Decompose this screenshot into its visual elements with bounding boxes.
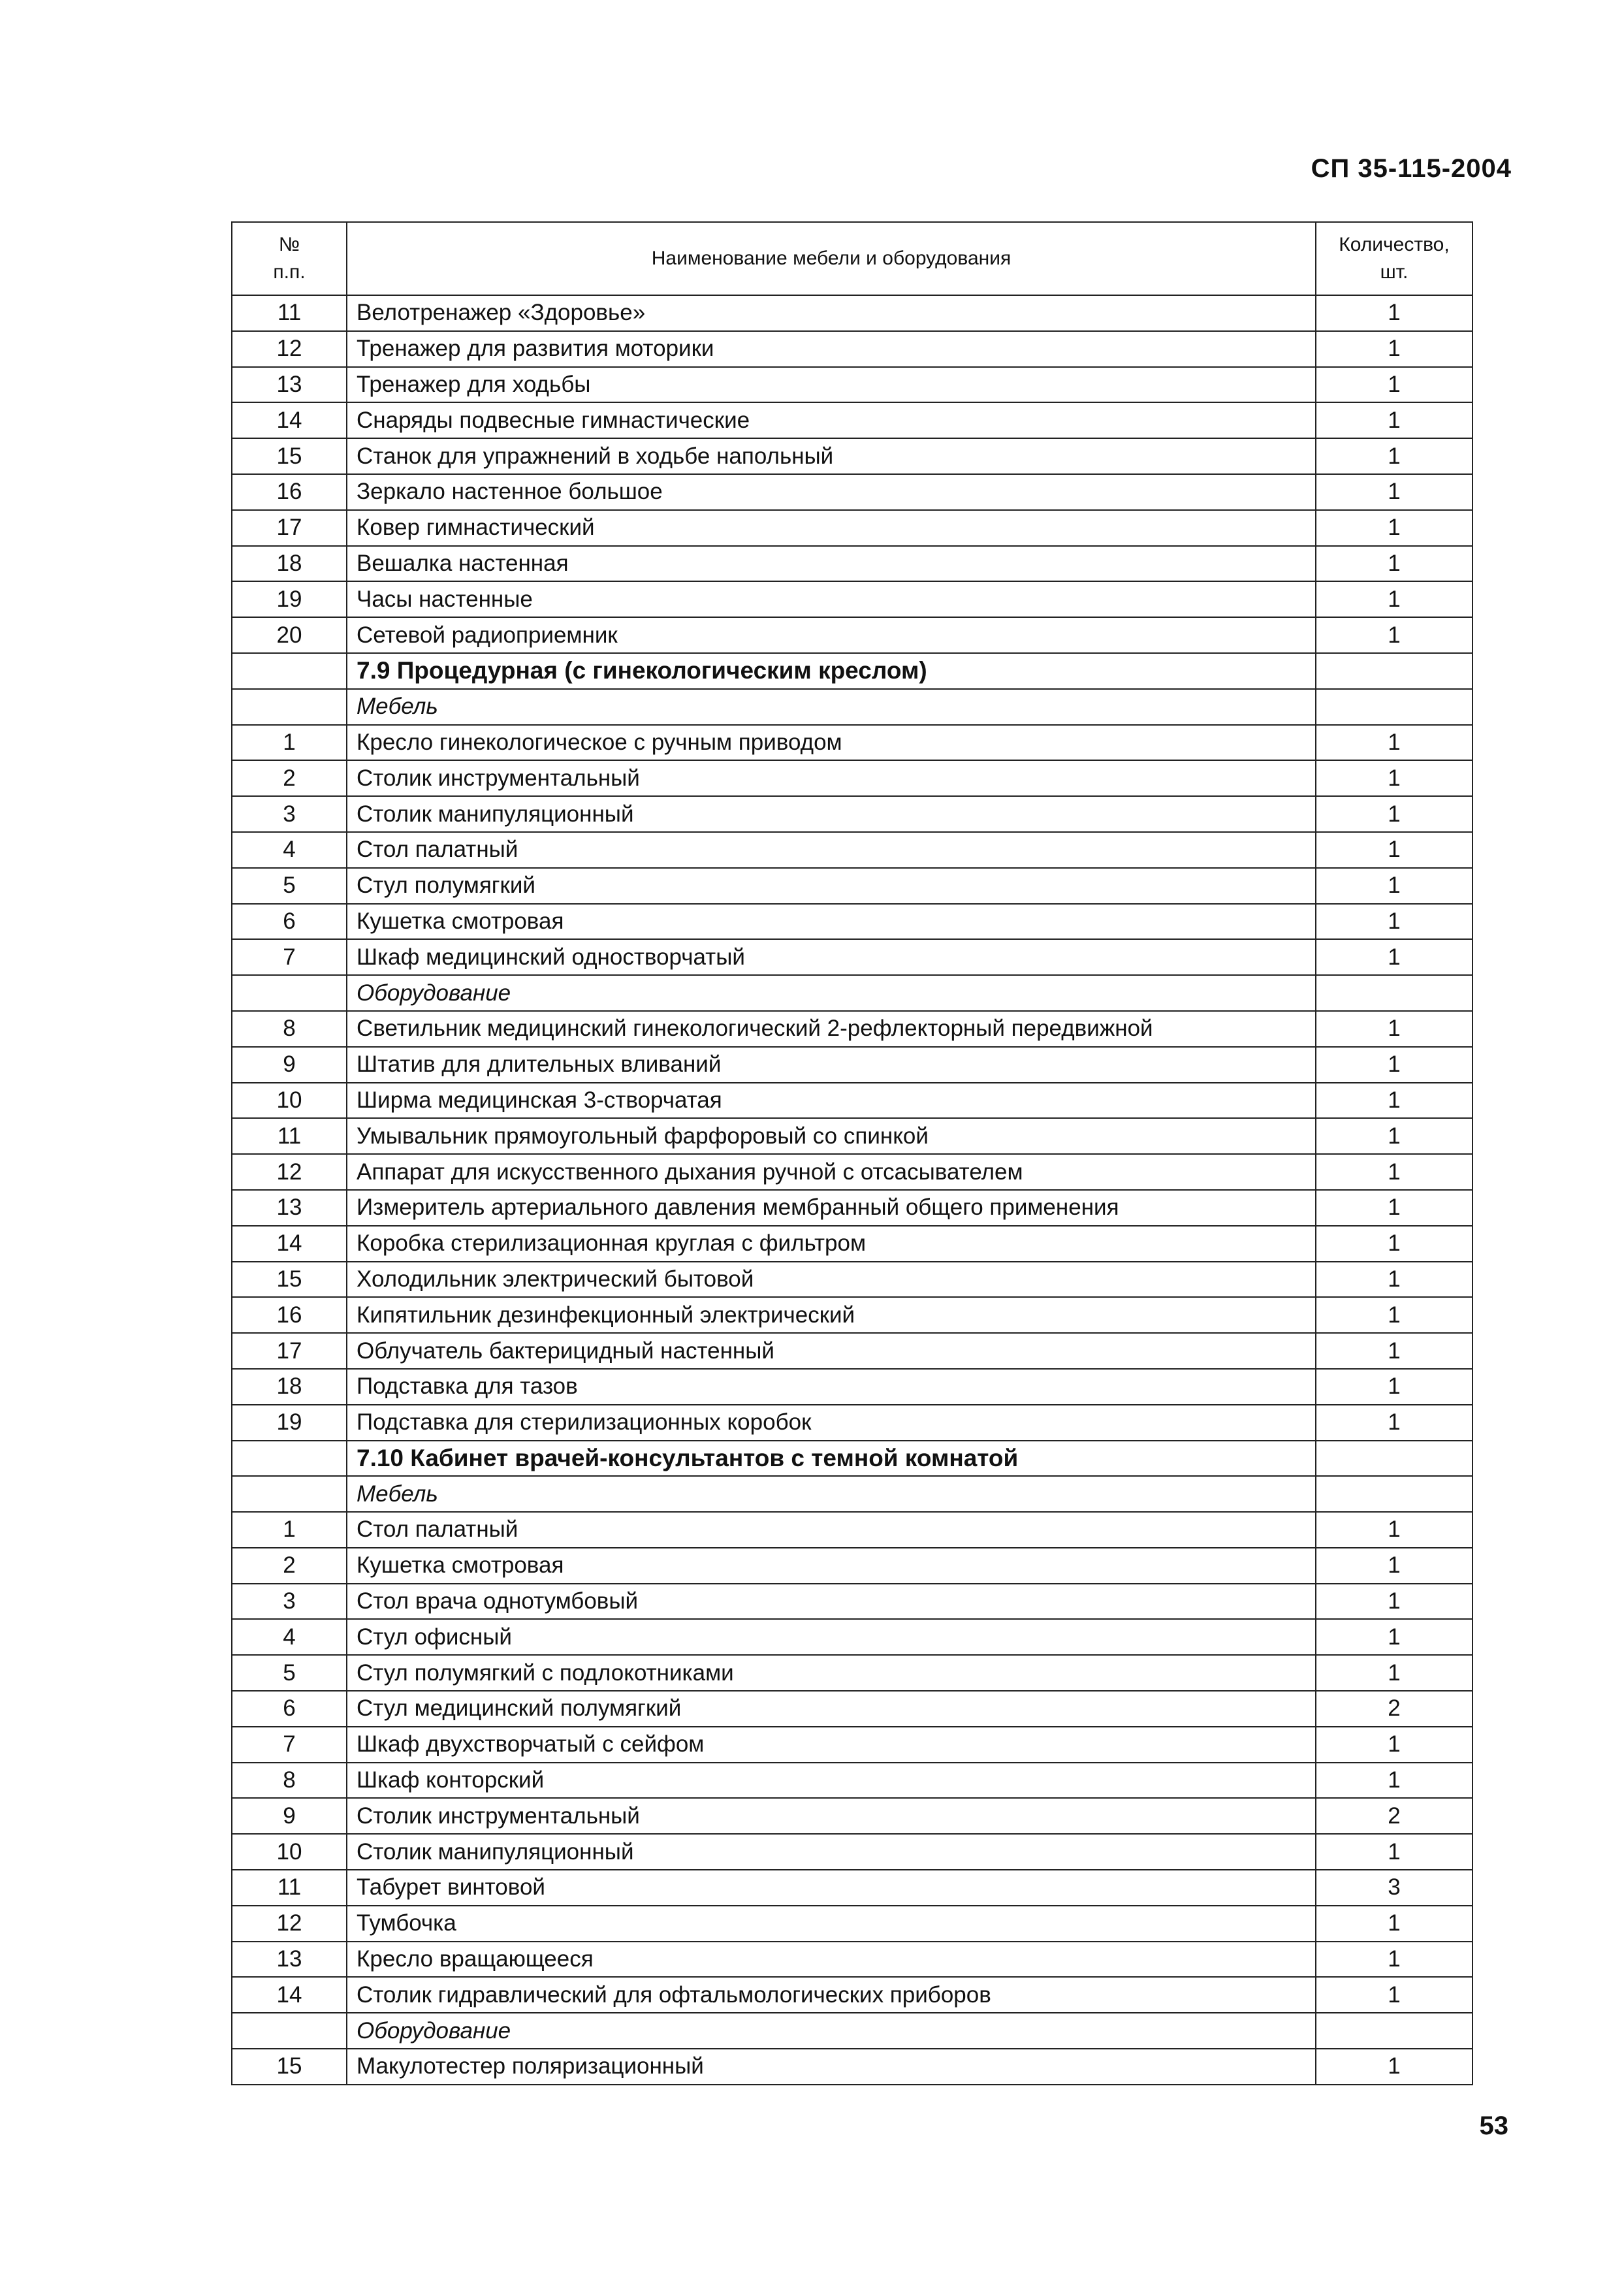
item-name: Тренажер для развития моторики <box>347 331 1316 367</box>
item-name: Станок для упражнений в ходьбе напольный <box>347 438 1316 474</box>
table-row <box>232 295 1473 331</box>
item-quantity: 1 <box>1316 832 1473 868</box>
table-row <box>232 832 1473 868</box>
row-number: 13 <box>232 367 347 403</box>
item-name: Часы настенные <box>347 581 1316 617</box>
item-quantity: 1 <box>1316 1369 1473 1405</box>
item-quantity: 1 <box>1316 1190 1473 1226</box>
item-quantity: 1 <box>1316 581 1473 617</box>
equipment-table <box>231 221 1473 2085</box>
item-name: Столик инструментальный <box>347 1798 1316 1834</box>
item-name: Тумбочка <box>347 1906 1316 1942</box>
table-row <box>232 1333 1473 1369</box>
item-quantity <box>1316 975 1473 1011</box>
item-quantity: 1 <box>1316 1405 1473 1441</box>
item-quantity: 1 <box>1316 474 1473 510</box>
row-number: 17 <box>232 1333 347 1369</box>
row-number: 20 <box>232 617 347 653</box>
item-quantity: 1 <box>1316 725 1473 761</box>
row-number <box>232 1441 347 1477</box>
section-heading-row <box>232 653 1473 689</box>
item-quantity <box>1316 653 1473 689</box>
item-name: Столик манипуляционный <box>347 796 1316 832</box>
table-row <box>232 1262 1473 1298</box>
row-number: 9 <box>232 1798 347 1834</box>
table-row <box>232 1798 1473 1834</box>
row-number: 10 <box>232 1083 347 1119</box>
item-name: Стол палатный <box>347 1512 1316 1548</box>
table-row <box>232 725 1473 761</box>
row-number: 7 <box>232 1727 347 1763</box>
table-row <box>232 1083 1473 1119</box>
item-quantity: 1 <box>1316 546 1473 582</box>
row-number: 8 <box>232 1011 347 1047</box>
row-number: 7 <box>232 939 347 975</box>
table-row <box>232 1834 1473 1870</box>
row-number: 11 <box>232 295 347 331</box>
row-number: 11 <box>232 1118 347 1154</box>
item-name: Шкаф конторский <box>347 1763 1316 1799</box>
item-quantity: 1 <box>1316 1262 1473 1298</box>
table-row <box>232 1011 1473 1047</box>
item-name: Стул офисный <box>347 1619 1316 1655</box>
table-header-row <box>232 222 1473 295</box>
item-quantity: 1 <box>1316 1727 1473 1763</box>
row-number: 12 <box>232 1154 347 1190</box>
item-quantity <box>1316 1476 1473 1512</box>
table-row <box>232 760 1473 796</box>
table-row <box>232 510 1473 546</box>
item-name: Стол палатный <box>347 832 1316 868</box>
item-quantity: 1 <box>1316 617 1473 653</box>
item-quantity: 1 <box>1316 1906 1473 1942</box>
row-number: 11 <box>232 1870 347 1906</box>
row-number: 15 <box>232 2049 347 2085</box>
table-row <box>232 1369 1473 1405</box>
table-row <box>232 1977 1473 2013</box>
item-quantity <box>1316 689 1473 725</box>
item-quantity: 1 <box>1316 2049 1473 2085</box>
row-number: 6 <box>232 1691 347 1727</box>
table-row <box>232 474 1473 510</box>
table-row <box>232 617 1473 653</box>
item-quantity: 1 <box>1316 510 1473 546</box>
item-name: Кушетка смотровая <box>347 1548 1316 1584</box>
item-name: Холодильник электрический бытовой <box>347 1262 1316 1298</box>
column-header-number-text: № п.п. <box>273 234 306 283</box>
item-quantity: 1 <box>1316 939 1473 975</box>
subsection-heading-row <box>232 975 1473 1011</box>
item-name: Табурет винтовой <box>347 1870 1316 1906</box>
row-number: 12 <box>232 1906 347 1942</box>
table-row <box>232 331 1473 367</box>
item-quantity: 1 <box>1316 331 1473 367</box>
row-number: 10 <box>232 1834 347 1870</box>
row-number: 1 <box>232 725 347 761</box>
document-code: СП 35-115-2004 <box>1311 154 1512 183</box>
item-name: Снаряды подвесные гимнастические <box>347 402 1316 438</box>
item-quantity: 1 <box>1316 760 1473 796</box>
subsection-title: Оборудование <box>347 2013 1316 2049</box>
item-name: Коробка стерилизационная круглая с фильтром <box>347 1226 1316 1262</box>
subsection-heading-row <box>232 2013 1473 2049</box>
item-name: Кипятильник дезинфекционный электрический <box>347 1297 1316 1333</box>
table-row <box>232 796 1473 832</box>
table-row <box>232 1584 1473 1620</box>
item-name: Велотренажер «Здоровье» <box>347 295 1316 331</box>
item-name: Зеркало настенное большое <box>347 474 1316 510</box>
item-name: Тренажер для ходьбы <box>347 367 1316 403</box>
item-quantity: 1 <box>1316 1226 1473 1262</box>
item-name: Ковер гимнастический <box>347 510 1316 546</box>
item-quantity <box>1316 2013 1473 2049</box>
row-number: 19 <box>232 1405 347 1441</box>
table-row <box>232 1047 1473 1083</box>
item-name: Сетевой радиоприемник <box>347 617 1316 653</box>
item-quantity: 1 <box>1316 1763 1473 1799</box>
item-quantity: 1 <box>1316 1512 1473 1548</box>
item-name: Подставка для стерилизационных коробок <box>347 1405 1316 1441</box>
row-number <box>232 653 347 689</box>
section-title: 7.10 Кабинет врачей-консультантов с темной комнатой <box>347 1441 1316 1477</box>
item-quantity: 1 <box>1316 402 1473 438</box>
item-quantity: 1 <box>1316 1942 1473 1978</box>
item-name: Стул медицинский полумягкий <box>347 1691 1316 1727</box>
item-quantity: 1 <box>1316 1584 1473 1620</box>
row-number: 5 <box>232 868 347 904</box>
table-row <box>232 1512 1473 1548</box>
row-number: 4 <box>232 1619 347 1655</box>
table-row <box>232 1727 1473 1763</box>
row-number: 8 <box>232 1763 347 1799</box>
item-name: Столик манипуляционный <box>347 1834 1316 1870</box>
item-quantity: 1 <box>1316 1977 1473 2013</box>
item-quantity: 1 <box>1316 1333 1473 1369</box>
column-header-quantity <box>1316 222 1473 295</box>
item-name: Вешалка настенная <box>347 546 1316 582</box>
table-row <box>232 2049 1473 2085</box>
row-number: 13 <box>232 1190 347 1226</box>
item-name: Шкаф двухстворчатый с сейфом <box>347 1727 1316 1763</box>
item-quantity: 1 <box>1316 1548 1473 1584</box>
row-number <box>232 689 347 725</box>
table-row <box>232 1906 1473 1942</box>
row-number <box>232 1476 347 1512</box>
item-quantity: 1 <box>1316 1619 1473 1655</box>
row-number: 16 <box>232 474 347 510</box>
row-number: 1 <box>232 1512 347 1548</box>
table-row <box>232 581 1473 617</box>
row-number: 2 <box>232 760 347 796</box>
subsection-title: Оборудование <box>347 975 1316 1011</box>
table-header <box>232 222 1473 295</box>
table-row <box>232 1297 1473 1333</box>
item-quantity: 1 <box>1316 1655 1473 1691</box>
table-row <box>232 402 1473 438</box>
row-number: 14 <box>232 402 347 438</box>
item-quantity: 2 <box>1316 1691 1473 1727</box>
item-name: Кресло гинекологическое с ручным приводом <box>347 725 1316 761</box>
row-number: 18 <box>232 1369 347 1405</box>
table-row <box>232 1548 1473 1584</box>
row-number: 14 <box>232 1977 347 2013</box>
row-number: 18 <box>232 546 347 582</box>
row-number: 5 <box>232 1655 347 1691</box>
section-title: 7.9 Процедурная (с гинекологическим креслом) <box>347 653 1316 689</box>
row-number: 12 <box>232 331 347 367</box>
item-quantity: 2 <box>1316 1798 1473 1834</box>
column-header-name: Наименование мебели и оборудования <box>347 222 1316 295</box>
subsection-title: Мебель <box>347 1476 1316 1512</box>
subsection-title: Мебель <box>347 689 1316 725</box>
subsection-heading-row <box>232 1476 1473 1512</box>
item-quantity: 1 <box>1316 1118 1473 1154</box>
item-name: Кресло вращающееся <box>347 1942 1316 1978</box>
table-row <box>232 1691 1473 1727</box>
table-row <box>232 1405 1473 1441</box>
row-number: 2 <box>232 1548 347 1584</box>
item-name: Макулотестер поляризационный <box>347 2049 1316 2085</box>
row-number: 16 <box>232 1297 347 1333</box>
table-row <box>232 1763 1473 1799</box>
item-name: Стол врача однотумбовый <box>347 1584 1316 1620</box>
row-number <box>232 975 347 1011</box>
item-quantity: 1 <box>1316 796 1473 832</box>
table-row <box>232 1870 1473 1906</box>
row-number: 15 <box>232 438 347 474</box>
row-number: 3 <box>232 796 347 832</box>
table-row <box>232 438 1473 474</box>
item-name: Измеритель артериального давления мембранный общего применения <box>347 1190 1316 1226</box>
table-row <box>232 1619 1473 1655</box>
subsection-heading-row <box>232 689 1473 725</box>
item-quantity: 3 <box>1316 1870 1473 1906</box>
item-name: Светильник медицинский гинекологический 2-рефлекторный передвижной <box>347 1011 1316 1047</box>
table-row <box>232 1942 1473 1978</box>
item-name: Кушетка смотровая <box>347 904 1316 940</box>
item-name: Стул полумягкий с подлокотниками <box>347 1655 1316 1691</box>
item-quantity: 1 <box>1316 1154 1473 1190</box>
item-name: Столик гидравлический для офтальмологических приборов <box>347 1977 1316 2013</box>
item-quantity: 1 <box>1316 904 1473 940</box>
page-number: 53 <box>1479 2111 1508 2140</box>
table-row <box>232 904 1473 940</box>
table-row <box>232 939 1473 975</box>
item-name: Подставка для тазов <box>347 1369 1316 1405</box>
column-header-number <box>232 222 347 295</box>
row-number: 6 <box>232 904 347 940</box>
table-row <box>232 1154 1473 1190</box>
table-row <box>232 546 1473 582</box>
item-quantity: 1 <box>1316 1083 1473 1119</box>
row-number <box>232 2013 347 2049</box>
item-quantity: 1 <box>1316 1047 1473 1083</box>
row-number: 3 <box>232 1584 347 1620</box>
row-number: 17 <box>232 510 347 546</box>
item-name: Стул полумягкий <box>347 868 1316 904</box>
item-name: Штатив для длительных вливаний <box>347 1047 1316 1083</box>
row-number: 4 <box>232 832 347 868</box>
item-name: Шкаф медицинский одностворчатый <box>347 939 1316 975</box>
item-quantity: 1 <box>1316 1011 1473 1047</box>
item-name: Облучатель бактерицидный настенный <box>347 1333 1316 1369</box>
item-quantity: 1 <box>1316 1297 1473 1333</box>
row-number: 14 <box>232 1226 347 1262</box>
table-body <box>232 295 1473 2085</box>
item-name: Умывальник прямоугольный фарфоровый со спинкой <box>347 1118 1316 1154</box>
table-row <box>232 1118 1473 1154</box>
row-number: 19 <box>232 581 347 617</box>
item-quantity: 1 <box>1316 438 1473 474</box>
item-name: Столик инструментальный <box>347 760 1316 796</box>
item-quantity: 1 <box>1316 367 1473 403</box>
item-name: Аппарат для искусственного дыхания ручной с отсасывателем <box>347 1154 1316 1190</box>
item-quantity <box>1316 1441 1473 1477</box>
row-number: 13 <box>232 1942 347 1978</box>
item-quantity: 1 <box>1316 1834 1473 1870</box>
item-quantity: 1 <box>1316 868 1473 904</box>
column-header-quantity-text: Количество, шт. <box>1339 234 1450 283</box>
item-name: Ширма медицинская 3-створчатая <box>347 1083 1316 1119</box>
item-quantity: 1 <box>1316 295 1473 331</box>
section-heading-row <box>232 1441 1473 1477</box>
table-row <box>232 868 1473 904</box>
table-row <box>232 1226 1473 1262</box>
table-row <box>232 1190 1473 1226</box>
table-row <box>232 1655 1473 1691</box>
row-number: 9 <box>232 1047 347 1083</box>
row-number: 15 <box>232 1262 347 1298</box>
table-row <box>232 367 1473 403</box>
